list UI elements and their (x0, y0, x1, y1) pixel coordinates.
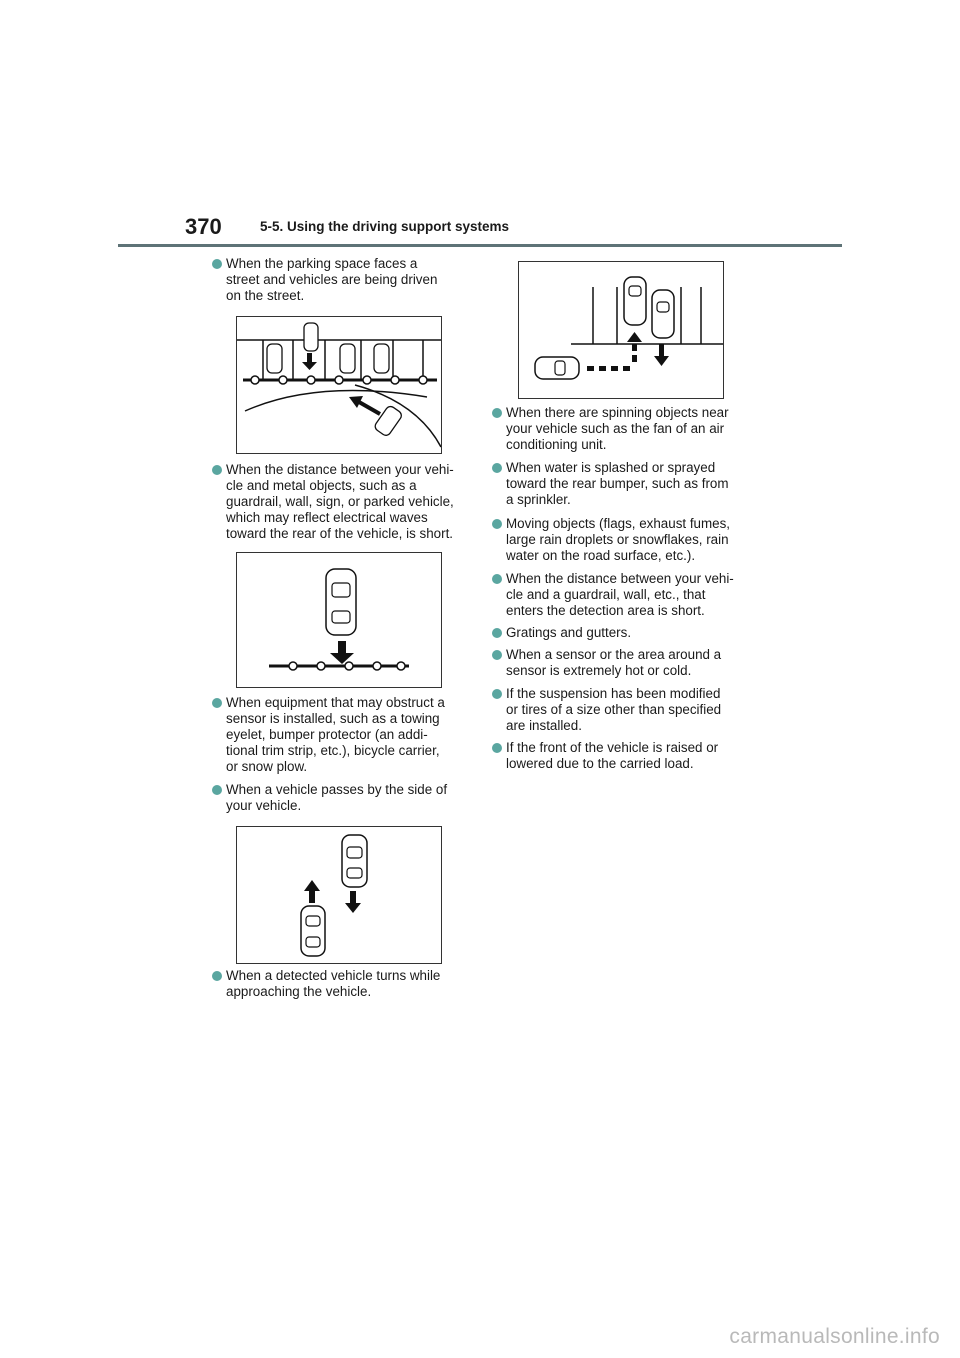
page-number: 370 (185, 214, 222, 239)
list-item (212, 462, 472, 542)
list-item (492, 405, 754, 453)
header-divider (118, 244, 842, 247)
list-item-text: When the distance between your vehi- cle and metal objects, such as a guardrail, wall, sign, or parked vehicle, which may reflect electrical waves toward the rear of the vehicle, is short. (226, 462, 454, 541)
list-item-text: Gratings and gutters. (506, 625, 632, 640)
turning-vehicle-illustration (519, 262, 723, 398)
bullet-icon (492, 689, 502, 699)
list-item-text: If the suspension has been modified or tires of a size other than specified are installed. (506, 686, 722, 733)
bullet-icon (492, 628, 502, 638)
bullet-icon (212, 971, 222, 981)
list-item-text: When water is splashed or sprayed toward the rear bumper, such as from a sprinkler. (506, 460, 729, 507)
list-item (492, 647, 754, 679)
figure-turning-vehicle (518, 261, 724, 399)
bullet-icon (492, 650, 502, 660)
list-item (212, 968, 472, 1000)
bullet-icon (212, 698, 222, 708)
list-item (492, 740, 754, 772)
bullet-icon (212, 259, 222, 269)
list-item-text: Moving objects (flags, exhaust fumes, large rain droplets or snowflakes, rain water on the road surface, etc.). (506, 516, 731, 563)
list-item (492, 625, 754, 641)
bullet-icon (212, 785, 222, 795)
bullet-icon (492, 519, 502, 529)
list-item-text: When a vehicle passes by the side of your vehicle. (226, 782, 448, 813)
list-item-text: When equipment that may obstruct a sensor is installed, such as a towing eyelet, bumper protector (an addi- tional trim strip, etc.), bicycle carrier, or snow plow. (226, 695, 445, 774)
list-item (492, 686, 754, 734)
list-item-text: If the front of the vehicle is raised or lowered due to the carried load. (506, 740, 719, 771)
passing-vehicle-illustration (237, 827, 441, 963)
bullet-icon (492, 408, 502, 418)
bullet-icon (212, 465, 222, 475)
list-item-text: When the distance between your vehi- cle and a guardrail, wall, etc., that enters the detection area is short. (506, 571, 734, 618)
list-item (492, 516, 754, 564)
list-item (212, 256, 472, 304)
list-item-text: When a detected vehicle turns while approaching the vehicle. (226, 968, 441, 999)
bullet-icon (492, 463, 502, 473)
section-title: 5-5. Using the driving support systems (260, 219, 510, 234)
list-item (212, 782, 472, 814)
list-item (492, 460, 754, 508)
figure-parking-street (236, 316, 442, 454)
list-item-text: When a sensor or the area around a sensor is extremely hot or cold. (506, 647, 722, 678)
figure-passing-vehicle (236, 826, 442, 964)
list-item-text: When there are spinning objects near your vehicle such as the fan of an air conditioning unit. (506, 405, 729, 452)
bullet-icon (492, 574, 502, 584)
bullet-icon (492, 743, 502, 753)
list-item-text: When the parking space faces a street and vehicles are being driven on the street. (226, 256, 438, 303)
list-item (492, 571, 754, 619)
watermark: carmanualsonline.info (729, 1325, 940, 1348)
list-item (212, 695, 472, 775)
parking-street-illustration (237, 317, 441, 453)
metal-objects-illustration (237, 553, 441, 687)
figure-metal-objects (236, 552, 442, 688)
